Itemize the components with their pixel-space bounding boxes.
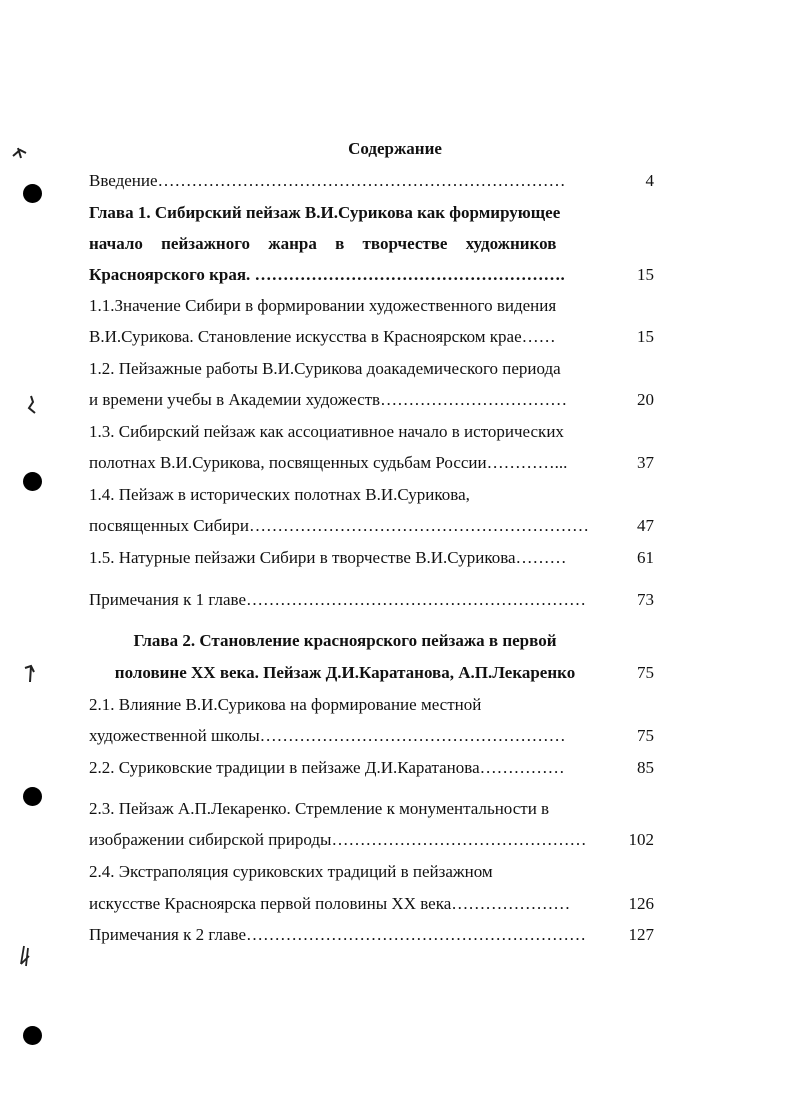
toc-line: 1.2. Пейзажные работы В.И.Сурикова доакадемического периода: [89, 359, 561, 378]
toc-line: изображении сибирской природы………………………………………: [89, 830, 587, 849]
toc-line: 1.5. Натурные пейзажи Сибири в творчестве В.И.Сурикова………: [89, 548, 567, 567]
toc-page-number: 127: [628, 925, 654, 944]
toc-line: 1.3. Сибирский пейзаж как ассоциативное начало в исторических: [89, 422, 564, 441]
toc-line: В.И.Сурикова. Становление искусства в Красноярском крае……: [89, 327, 556, 346]
toc-line: 2.3. Пейзаж А.П.Лекаренко. Стремление к монументальности в: [89, 799, 550, 818]
toc-page-number: 61: [637, 548, 654, 567]
scan-mark-icon: [25, 394, 39, 416]
punch-hole: [23, 787, 42, 806]
toc-page-number: 102: [628, 830, 654, 849]
scan-mark-icon: [18, 944, 34, 972]
toc-line: полотнах В.И.Сурикова, посвященных судьбам России…………...: [89, 453, 568, 472]
toc-line: 1.1.Значение Сибири в формировании художественного видения: [89, 296, 557, 315]
toc-line: художественной школы………………………………………………: [89, 726, 566, 745]
toc-line: посвященных Сибири……………………………………………………: [89, 516, 589, 535]
toc-chapter-line: Глава 1. Сибирский пейзаж В.И.Сурикова как формирующее: [89, 203, 561, 222]
toc-line: Примечания к 2 главе……………………………………………………: [89, 925, 586, 944]
page-title: Содержание: [348, 139, 442, 158]
toc-line: Введение………………………………………………………………: [89, 171, 566, 190]
toc-page-number: 85: [637, 758, 654, 777]
toc-chapter-line: начало пейзажного жанра в творчестве художников: [89, 234, 557, 253]
toc-line: 1.4. Пейзаж в исторических полотнах В.И.Сурикова,: [89, 485, 470, 504]
toc-page-number: 20: [637, 390, 654, 409]
punch-hole: [23, 472, 42, 491]
toc-page-number: 15: [637, 327, 654, 346]
toc-page-number: 37: [637, 453, 654, 472]
toc-page-number: 126: [628, 894, 654, 913]
toc-chapter-line: Глава 2. Становление красноярского пейзажа в первой: [133, 631, 557, 650]
scan-mark-icon: [10, 144, 30, 162]
toc-chapter-line: половине XX века. Пейзаж Д.И.Каратанова, А.П.Лекаренко: [114, 663, 576, 682]
toc-page-number: 73: [637, 590, 654, 609]
toc-page-number: 4: [645, 171, 654, 190]
toc-line: 2.1. Влияние В.И.Сурикова на формирование местной: [89, 695, 482, 714]
toc-line: 2.2. Суриковские традиции в пейзаже Д.И.Каратанова……………: [89, 758, 565, 777]
toc-page-number: 15: [637, 265, 654, 284]
toc-page-number: 75: [637, 726, 654, 745]
toc-line: 2.4. Экстраполяция суриковских традиций в пейзажном: [89, 862, 493, 881]
scan-mark-icon: [22, 664, 38, 684]
punch-hole: [23, 184, 42, 203]
toc-line: искусстве Красноярска первой половины XX века…………………: [89, 894, 571, 913]
toc-chapter-line: Красноярского края. ……………………………………………….: [89, 265, 565, 284]
toc-line: Примечания к 1 главе……………………………………………………: [89, 590, 586, 609]
toc-page-number: 75: [637, 663, 654, 682]
toc-page-number: 47: [637, 516, 654, 535]
punch-hole: [23, 1026, 42, 1045]
toc-line: и времени учебы в Академии художеств……………………………: [89, 390, 568, 409]
